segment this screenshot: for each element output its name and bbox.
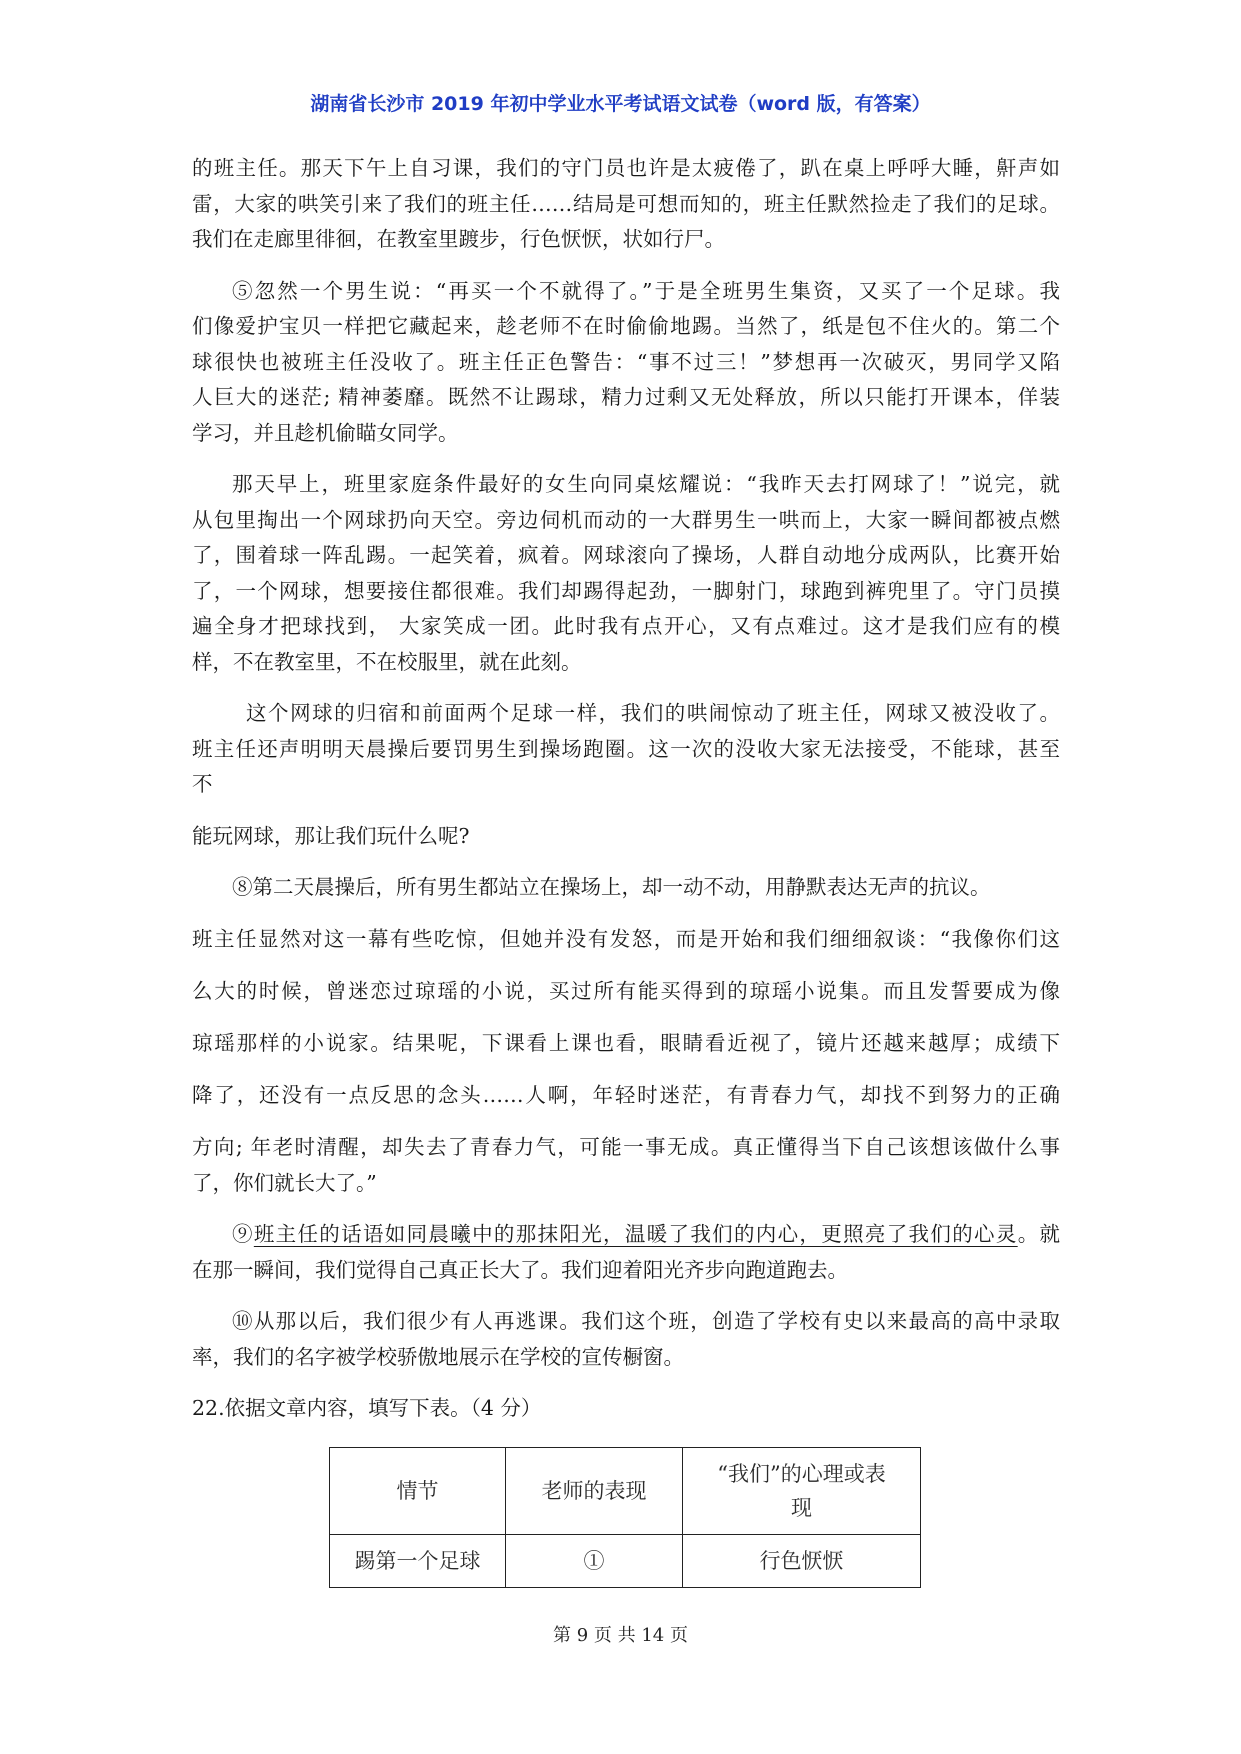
question-22-prompt: 22.依据文章内容，填写下表。（4 分） <box>192 1396 542 1420</box>
text-line: ⑧第二天晨操后，所有男生都站立在操场上，却一动不动，用静默表达无声的抗议。 <box>232 875 991 899</box>
text-line: 能玩网球，那让我们玩什么呢? <box>192 823 470 848</box>
header-text-line: “我们”的心理或表 <box>717 1461 886 1486</box>
text-line: 遍全身才把球找到， 大家笑成一团。此时我有点开心，又有点难过。这才是我们应有的模 <box>192 614 1060 638</box>
table-header-cell: 情节 <box>330 1447 506 1534</box>
text-line: 的班主任。那天下午上自习课，我们的守门员也许是太疲倦了，趴在桌上呼呼大睡，鼾声如 <box>192 156 1060 180</box>
text-line: 这个网球的归宿和前面两个足球一样，我们的哄闹惊动了班主任，网球又被没收了。 <box>246 701 1060 725</box>
text-line: 率，我们的名字被学校骄傲地展示在学校的宣传橱窗。 <box>192 1344 684 1369</box>
text-line: 在那一瞬间，我们觉得自己真正长大了。我们迎着阳光齐步向跑道跑去。 <box>192 1257 848 1282</box>
paragraph-continued <box>192 151 1060 258</box>
text-line: 那天早上，班里家庭条件最好的女生向同桌炫耀说：“我昨天去打网球了！”说完，就 <box>232 472 1060 496</box>
table-header-cell: 老师的表现 <box>506 1447 683 1534</box>
text-line: 了，一个网球，想要接住都很难。我们却踢得起劲，一脚射门，球跑到裤兜里了。守门员摸 <box>192 578 1060 603</box>
text-line: 球很快也被班主任没收了。班主任正色警告：“事不过三！”梦想再一次破灭，男同学又陷 <box>192 349 1060 374</box>
text-line: 降了，还没有一点反思的念头……人啊，年轻时迷茫，有青春力气，却找不到努力的正确 <box>192 1083 1060 1107</box>
document-title: 湖南省长沙市 2019 年初中学业水平考试语文试卷（word 版，有答案） <box>310 93 931 115</box>
text-line: 学习，并且趁机偷瞄女同学。 <box>192 420 459 445</box>
text-line <box>192 1217 1060 1253</box>
text-line: ⑤忽然一个男生说：“再买一个不就得了。”于是全班男生集资，又买了一个足球。我 <box>232 278 1060 303</box>
answer-table <box>329 1447 921 1588</box>
table-header-row <box>330 1447 921 1534</box>
text-line: 了，围着球一阵乱踢。一起笑着，疯着。网球滚向了操场，人群自动地分成两队，比赛开始 <box>192 543 1060 567</box>
text-line: ⑩从那以后，我们很少有人再逃课。我们这个班，创造了学校有史以来最高的高中录取 <box>232 1309 1060 1333</box>
paragraph-7-continued <box>192 819 1060 855</box>
paragraph-7 <box>192 696 1060 803</box>
article-body <box>192 151 1060 1588</box>
table-cell: 行色恹恹 <box>683 1534 921 1587</box>
text-line: 班主任还声明明天晨操后要罚男生到操场跑圈。这一次的没收大家无法接受，不能球，甚至 <box>192 736 1060 761</box>
text-line: 我们在走廊里徘徊，在教室里踱步，行色恹恹，状如行尸。 <box>192 227 725 251</box>
paragraph-6 <box>192 467 1060 680</box>
text-line: 从包里掏出一个网球扔向天空。旁边伺机而动的一大群男生一哄而上，大家一瞬间都被点燃 <box>192 507 1060 532</box>
paragraph-5 <box>192 274 1060 452</box>
text-line: 了，你们就长大了。” <box>192 1170 377 1195</box>
text-line: 样，不在教室里，不在校服里，就在此刻。 <box>192 649 582 674</box>
text-line: 方向; 年老时清醒，却失去了青春力气，可能一事无成。真正懂得当下自己该想该做什么事 <box>192 1135 1060 1159</box>
text-line: 人巨大的迷茫; 精神萎靡。既然不让踢球，精力过剩又无处释放，所以只能打开课本，佯装 <box>192 385 1060 409</box>
paragraph-marker: ⑨ <box>232 1222 254 1246</box>
text-line: 么大的时候，曾迷恋过琼瑶的小说，买过所有能买得到的琼瑶小说集。而且发誓要成为像 <box>192 979 1060 1003</box>
header-text-line: 现 <box>791 1495 812 1520</box>
paragraph-8 <box>192 870 1060 1201</box>
paragraph-9 <box>192 1217 1060 1288</box>
text-line: 们像爱护宝贝一样把它藏起来，趁老师不在时偷偷地踢。当然了，纸是包不住火的。第二个 <box>192 314 1060 338</box>
text-line: 不 <box>192 772 213 796</box>
page-number: 第 9 页 共 14 页 <box>553 1625 688 1646</box>
table-row <box>330 1534 921 1587</box>
text-fragment: 。就 <box>1017 1222 1061 1246</box>
text-line: 班主任显然对这一幕有些吃惊，但她并没有发怒，而是开始和我们细细叙谈：“我像你们这 <box>192 927 1060 951</box>
text-line: 雷，大家的哄笑引来了我们的班主任……结局是可想而知的，班主任默然捡走了我们的足球。 <box>192 191 1060 216</box>
table-header-cell <box>683 1447 921 1534</box>
paragraph-10 <box>192 1304 1060 1375</box>
table-cell: 踢第一个足球 <box>330 1534 506 1587</box>
text-line: 琼瑶那样的小说家。结果呢，下课看上课也看，眼睛看近视了，镜片还越来越厚；成绩下 <box>192 1031 1060 1055</box>
table-cell: ① <box>506 1534 683 1587</box>
underlined-sentence: 班主任的话语如同晨曦中的那抹阳光，温暖了我们的内心，更照亮了我们的心灵 <box>253 1222 1018 1246</box>
